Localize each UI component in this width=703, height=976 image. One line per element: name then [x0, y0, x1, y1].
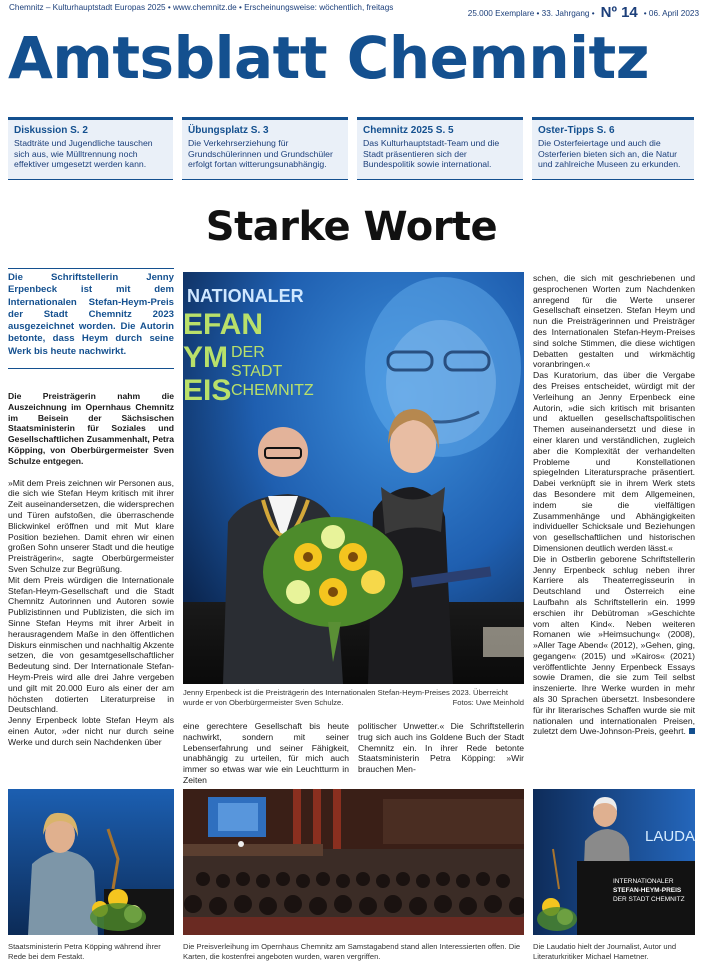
- teaser-title: Chemnitz 2025 S. 5: [363, 125, 454, 136]
- teaser-text: Die Osterfeiertage und auch die Osterferien bieten sich an, die Natur und zahlreiche Museen zu erkunden.: [538, 138, 681, 170]
- photo-speaker-koepping: [8, 789, 174, 935]
- banner-text: STADT: [231, 363, 283, 380]
- award-ceremony-image: [183, 272, 524, 684]
- article-paragraph: schen, die sich mit geschriebenen und gesprochenen Worten zum Nachdenken anregend für die Werte unserer Gesellschaft einsetzen. Stefan Heym und nun die Preisträgerinnen und Preisträger des Internationalen Stefan-Heym-Preises sind solche Stimmen, die diese wichtigen Debatten gestalten und wirkmächtig voranbringen.«: [533, 273, 695, 370]
- issue-number: Nº 14: [600, 4, 638, 21]
- teaser-title: Übungsplatz S. 3: [188, 125, 269, 136]
- sign-text: INTERNATIONALER: [613, 878, 674, 885]
- banner-text: DER: [231, 344, 265, 361]
- issue-date: • 06. April 2023: [643, 9, 699, 18]
- teaser-oster-tipps[interactable]: [532, 117, 694, 180]
- lead-rule-top: [8, 268, 174, 269]
- teaser-diskussion[interactable]: [8, 117, 173, 180]
- end-of-article-mark: [689, 728, 695, 734]
- teaser-row: [8, 117, 694, 180]
- audience-image: [183, 789, 524, 935]
- masthead-title: Amtsblatt Chemnitz: [8, 24, 650, 92]
- photo-caption: Die Laudatio hielt der Journalist, Autor und Literaturkritiker Michael Hametner.: [533, 942, 677, 961]
- teaser-text: Die Verkehrserziehung für Grundschülerinnen und Grundschüler erfolgt fortan witterungsunabhängig.: [188, 138, 333, 170]
- sign-text: DER STADT CHEMNITZ: [613, 896, 685, 903]
- article-paragraph: Mit dem Preis würdigen die Internationale Stefan-Heym-Gesellschaft und die Stadt Chemnitz Autorinnen und Autoren sowie Publizistinnen und Publizisten, die sich im Sinne Stefan Heyms mit ihrer Arbeit in herausragendem Maße in den öffentlichen Diskurs einmischen und nachhaltig Akzente setzen, die von gesamtgesellschaftlicher Bedeutung sind. Der Internationale Stefan-Heym-Preis wird alle drei Jahre vergeben und gilt mit 20.000 Euro als einer der am höchsten dotierten Literaturpreise in Deutschland.: [8, 574, 174, 715]
- circulation-info: 25.000 Exemplare • 33. Jahrgang •: [467, 9, 595, 18]
- teaser-chemnitz-2025[interactable]: [357, 117, 523, 180]
- photo-laudatio-hametner: [533, 789, 695, 935]
- banner-text: EIS: [183, 374, 232, 407]
- article-headline: Starke Worte: [205, 204, 498, 250]
- sign-text: LAUDA: [645, 828, 695, 845]
- caption-text: Jenny Erpenbeck ist die Preisträgerin des Internationalen Stefan-Heym-Preises 2023. Überreicht wurde er von Oberbürgermeister Sven Schulze.: [183, 688, 509, 707]
- article-column-1: [8, 391, 174, 748]
- banner-text: EFAN: [183, 308, 264, 341]
- article-paragraph: »Mit dem Preis zeichnen wir Personen aus, die sich wie Stefan Heym kritisch mit ihrer Zeit auseinandersetzen, die widersprechen und Türen aufstoßen, die überraschende Blickwinkel eröffnen und mit Mut klare Position beziehen. Damit ehren wir einen großen Sohn unserer Stadt und die heutige Preisträgerin«, sagte Oberbürgermeister Sven Schulze zur Begrüßung.: [8, 477, 174, 574]
- photo-caption: Die Preisverleihung im Opernhaus Chemnitz am Samstagabend stand allen Interessierten offen. Die Karten, die kostenfrei angeboten wurden, waren vergriffen.: [183, 942, 521, 961]
- laudator-image: [533, 789, 695, 935]
- article-column-3: politischer Unwetter.« Die Schriftstellerin trug sich auch ins Goldene Buch der Stadt Chemnitz ein. In ihrer Rede betonte Staatsministerin Petra Köpping: »Wir brauchen Men-: [358, 721, 524, 775]
- publication-info: Chemnitz – Kulturhauptstadt Europas 2025 • www.chemnitz.de • Erscheinungsweise: wöchentlich, freitags: [9, 3, 394, 12]
- teaser-text: Das Kulturhauptstadt-Team und die Stadt präsentieren sich der Bundespolitik sowie international.: [363, 138, 500, 170]
- article-paragraph: Jenny Erpenbeck lobte Stefan Heym als einen Autor, »der nicht nur durch seine Werke und durch sein Nachdenken über: [8, 715, 174, 747]
- article-lead: Die Schriftstellerin Jenny Erpenbeck ist mit dem Internationalen Stefan-Heym-Preis der Stadt Chemnitz 2023 ausgezeichnet worden. Die Autorin betonte, dass Heym durch seine Werk bis heute nachwirkt.: [8, 272, 174, 357]
- teaser-title: Diskussion S. 2: [14, 125, 88, 136]
- teaser-title: Oster-Tipps S. 6: [538, 125, 615, 136]
- photo-caption: Staatsministerin Petra Köpping während ihrer Rede bei dem Festakt.: [8, 942, 161, 961]
- banner-text: CHEMNITZ: [231, 382, 314, 399]
- main-photo: [183, 272, 524, 684]
- photo-opera-audience: [183, 789, 524, 935]
- article-paragraph-text: Die in Ostberlin geborene Schriftstellerin Jenny Erpenbeck schlug neben ihrer Karriere als Theaterregisseurin in Deutschland und Österreich eine Laufbahn als Schriftstellerin ein. 1999 erschien ihr Debütroman »Geschichte vom alten Kind«. Neben weiteren Romanen wie »Heimsuchung« (2008), »Aller Tage Abend« (2012), »Gehen, ging, gegangen« (2015) und »Kairos« (2021) veröffentlichte Jenny Erpenbeck Essays sowie Dramen, die sie zum Teil selbst inszenierte. Ihre Werke wurden in mehr als 30 Sprachen übersetzt. Insbesondere für ihr literarisches Schaffen wurde sie mit nationalen und internationalen Preisen, zuletzt dem Uwe-Johnson-Preis, geehrt.: [533, 553, 695, 737]
- speaker-image: [8, 789, 174, 935]
- article-paragraph: [533, 554, 695, 738]
- banner-text: YM: [183, 341, 228, 374]
- sign-text: STEFAN-HEYM-PREIS: [613, 887, 682, 894]
- article-column-2: eine gerechtere Gesellschaft bis heute nachwirkt, sondern mit seiner Lebenserfahrung und seiner Fähigkeit, unabhängig zu urteilen, für mich auch immer so etwas war wie ein Leuchtturm in Zeiten: [183, 721, 349, 785]
- article-column-4: [533, 273, 695, 737]
- photo-credit: Fotos: Uwe Meinhold: [452, 697, 524, 707]
- main-photo-caption: [183, 688, 524, 708]
- teaser-text: Stadträte und Jugendliche tauschen sich aus, wie Mülltrennung noch effektiver umgesetzt werden kann.: [14, 138, 153, 170]
- article-paragraph: Das Kuratorium, das über die Vergabe des Preises entscheidet, würdigt mit der Verleihung an Jenny Erpenbeck eine Autorin, »die sich kritisch mit brisanten und aktuellen gesellschaftspolitischen Themen auseinandersetzt und diese in einer klaren und verständlichen, zugleich aber die Komplexität der verhandelten Probleme und Konstellationen spiegelnden Literatursprache präsentiert. Dabei verknüpft sie in ihrem Werk stets das Besondere mit dem Allgemeinen, indem sie die vielfältigen Zusammenhänge und Abhängigkeiten individueller Schicksale und Beziehungen von gesellschaftlichen und historischen Dimensionen deutlich werden lässt.«: [533, 370, 695, 553]
- lead-rule-bottom: [8, 368, 174, 369]
- banner-text: NATIONALER: [187, 286, 304, 306]
- article-intro: Die Preisträgerin nahm die Auszeichnung im Opernhaus Chemnitz im Beisein der Sächsischen Staatsministerin für Soziales und Gesellschaftlichen Zusammenhalt, Petra Köpping, von Oberbürgermeister Sven Schulze entgegen.: [8, 391, 174, 466]
- teaser-uebungsplatz[interactable]: [182, 117, 348, 180]
